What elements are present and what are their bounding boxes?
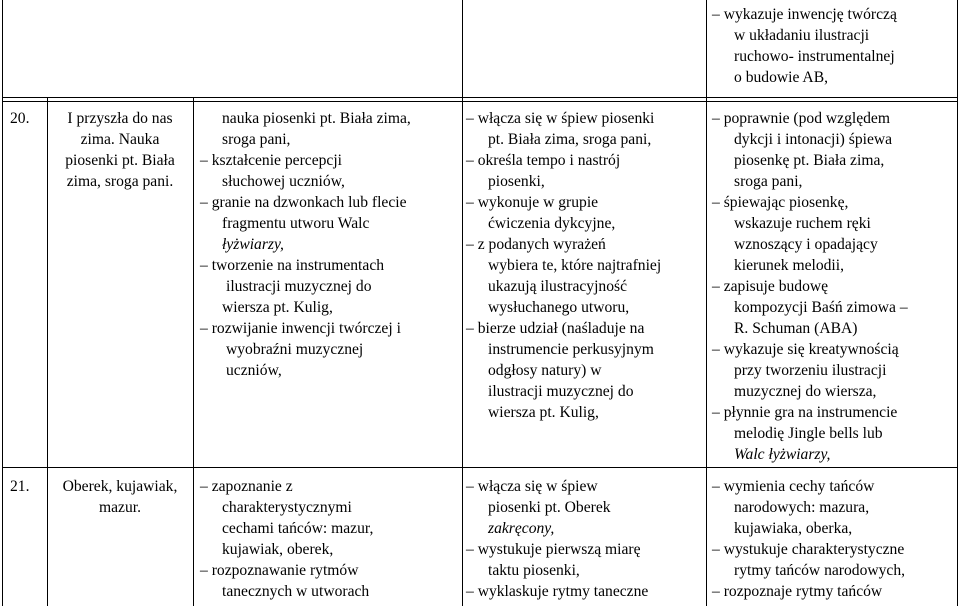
- text-line: piosenki pt. Oberek: [488, 499, 611, 516]
- text-line: narodowych: mazura,: [734, 499, 870, 516]
- basic-requirements-cell: [466, 108, 704, 423]
- table-row-divider: [2, 467, 958, 468]
- text-line: odgłosy natury) w: [488, 362, 602, 379]
- text-line: wiersza pt. Kulig,: [222, 299, 333, 316]
- text-line: zakręcony,: [488, 520, 555, 537]
- text-line: sroga pani,: [734, 173, 803, 190]
- text-line: słuchowej uczniów,: [222, 173, 345, 190]
- topic-cell: [48, 476, 192, 518]
- topic-line: I przyszła do nas: [67, 110, 173, 127]
- text-line: – wystukuje charakterystyczne: [712, 539, 954, 560]
- text-line: melodię Jingle bells lub: [734, 425, 883, 442]
- table-border-top-v1: [2, 0, 3, 606]
- text-line: taktu piosenki,: [488, 562, 580, 579]
- text-line: – wykazuje się kreatywnością: [712, 339, 954, 360]
- text-line: – tworzenie na instrumentach: [200, 255, 460, 276]
- text-line: ilustracji muzycznej do: [488, 383, 634, 400]
- text-line: wybiera te, które najtrafniej: [488, 257, 662, 274]
- text-line: – bierze udział (naśladuje na: [466, 318, 704, 339]
- text-line: ukazują ilustracyjność: [488, 278, 627, 295]
- topic-line: zima, sroga pani.: [66, 173, 174, 190]
- table-col-divider: [193, 97, 194, 606]
- text-line: – rozpoznawanie rytmów: [200, 560, 460, 581]
- text-line: piosenki,: [488, 173, 545, 190]
- text-line: – rozpoznaje rytmy tańców: [712, 581, 954, 602]
- text-line: instrumencie perkusyjnym: [488, 341, 654, 358]
- text-line: – poprawnie (pod względem: [712, 108, 954, 129]
- text-line: – wymienia cechy tańców: [712, 476, 954, 497]
- topic-line: mazur.: [99, 499, 141, 516]
- topic-line: zima. Nauka: [80, 131, 160, 148]
- text-line: wiersza pt. Kulig,: [488, 404, 599, 421]
- content-cell: [200, 476, 460, 602]
- text-line: – wykonuje w grupie: [466, 192, 704, 213]
- top-continuation: [712, 4, 952, 88]
- text-line: – śpiewając piosenkę,: [712, 192, 954, 213]
- text-line: tanecznych w utworach: [222, 583, 370, 600]
- text-line: wskazuje ruchem ręki: [734, 215, 871, 232]
- row-number: 21.: [10, 478, 30, 495]
- table-row-divider: [2, 97, 958, 98]
- text-line: o budowie AB,: [734, 69, 828, 86]
- text-line: – włącza się w śpiew piosenki: [466, 108, 704, 129]
- text-line: ilustracji muzycznej do: [226, 278, 372, 295]
- text-line: charakterystycznymi: [222, 499, 352, 516]
- text-line: pt. Biała zima, sroga pani,: [488, 131, 652, 148]
- content-cell: [200, 108, 460, 381]
- text-line: muzycznej do wiersza,: [734, 383, 877, 400]
- text-line: kujawiaka, oberka,: [734, 520, 853, 537]
- text-line: sroga pani,: [222, 131, 291, 148]
- text-line: ćwiczenia dykcyjne,: [488, 215, 616, 232]
- text-line: kujawiak, oberek,: [222, 541, 334, 558]
- text-line: Walc łyżwiarzy,: [734, 446, 831, 463]
- text-line: uczniów,: [226, 362, 282, 379]
- extended-requirements-cell: [712, 108, 954, 465]
- basic-requirements-cell: [466, 476, 704, 602]
- text-line: – zapisuje budowę: [712, 276, 954, 297]
- text-line: w układaniu ilustracji: [734, 27, 870, 44]
- text-line: przy tworzeniu ilustracji: [734, 362, 887, 379]
- topic-line: Oberek, kujawiak,: [62, 478, 178, 495]
- text-line: – wystukuje pierwszą miarę: [466, 539, 704, 560]
- text-line: piosenkę pt. Biała zima,: [734, 152, 885, 169]
- text-line: – określa tempo i nastrój: [466, 150, 704, 171]
- text-line: – płynnie gra na instrumencie: [712, 402, 954, 423]
- table-col-divider: [706, 0, 707, 606]
- table-row-divider: [2, 101, 958, 102]
- text-line: wyobraźni muzycznej: [226, 341, 364, 358]
- topic-cell: [48, 108, 192, 192]
- text-line: – z podanych wyrażeń: [466, 234, 704, 255]
- text-line: fragmentu utworu Walc: [222, 215, 370, 232]
- table-col-divider: [462, 0, 463, 606]
- text-line: kierunek melodii,: [734, 257, 844, 274]
- text-line: – kształcenie percepcji: [200, 150, 460, 171]
- text-line: – wykazuje inwencję twórczą: [712, 4, 952, 25]
- text-line: – granie na dzwonkach lub flecie: [200, 192, 460, 213]
- table-border-top-v5: [957, 0, 958, 606]
- topic-line: piosenki pt. Biała: [65, 152, 175, 169]
- extended-requirements-cell: [712, 476, 954, 602]
- text-line: nauka piosenki pt. Biała zima,: [222, 110, 411, 127]
- text-line: cechami tańców: mazur,: [222, 520, 374, 537]
- text-line: – wyklaskuje rytmy taneczne: [466, 581, 704, 602]
- text-line: wznoszący i opadający: [734, 236, 878, 253]
- text-line: łyżwiarzy,: [222, 236, 284, 253]
- text-line: wysłuchanego utworu,: [488, 299, 630, 316]
- text-line: R. Schuman (ABA): [734, 320, 858, 337]
- text-line: rytmy tańców narodowych,: [734, 562, 906, 579]
- text-line: – rozwijanie inwencji twórczej i: [200, 318, 460, 339]
- row-number: 20.: [10, 110, 30, 127]
- text-line: – zapoznanie z: [200, 476, 460, 497]
- text-line: – włącza się w śpiew: [466, 476, 704, 497]
- text-line: ruchowo- instrumentalnej: [734, 48, 895, 65]
- text-line: kompozycji Baśń zimowa –: [734, 299, 908, 316]
- text-line: dykcji i intonacji) śpiewa: [734, 131, 893, 148]
